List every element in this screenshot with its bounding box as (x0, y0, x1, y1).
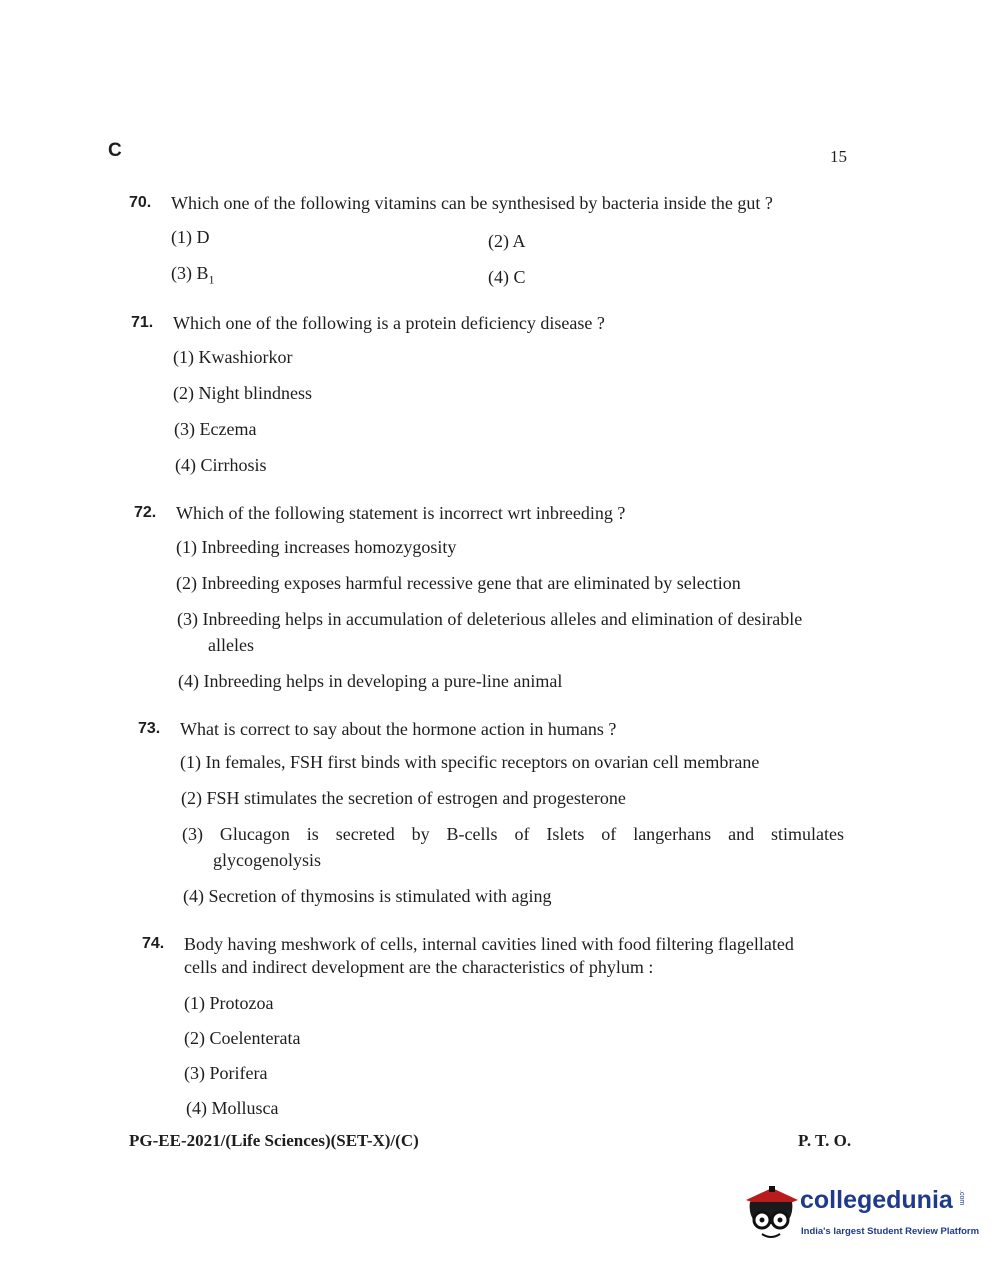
collegedunia-logo[interactable] (742, 1180, 980, 1250)
question-text-continuation: cells and indirect development are the characteristics of phylum : (184, 957, 654, 977)
option: (1) In females, FSH first binds with specific receptors on ovarian cell membrane (180, 752, 760, 772)
question-number: 73. (138, 720, 161, 737)
exam-code: PG-EE-2021/(Life Sciences)(SET-X)/(C) (129, 1131, 419, 1150)
option: (4) C (488, 267, 526, 287)
question-text: Body having meshwork of cells, internal cavities lined with food filtering flagellated (184, 934, 794, 954)
question-number: 70. (129, 194, 152, 211)
option: (4) Inbreeding helps in developing a pure-line animal (178, 671, 563, 691)
option: (1) Inbreeding increases homozygosity (176, 537, 457, 557)
page-number: 15 (830, 147, 847, 166)
option: (3) Eczema (174, 419, 257, 439)
brand-tagline: India's largest Student Review Platform (801, 1226, 980, 1237)
option: (4) Secretion of thymosins is stimulated with aging (183, 886, 552, 906)
option-continuation: alleles (208, 635, 254, 655)
option: (1) D (171, 227, 210, 247)
option: (3) Glucagon is secreted by B-cells of Islets of langerhans and stimulates (182, 824, 844, 844)
option: (2) A (488, 231, 526, 251)
set-code: C (108, 140, 122, 161)
option: (2) FSH stimulates the secretion of estrogen and progesterone (181, 788, 626, 808)
question-number: 74. (142, 935, 165, 952)
option-continuation: glycogenolysis (213, 850, 321, 870)
mascot-icon (742, 1180, 800, 1246)
option: (1) Kwashiorkor (173, 347, 293, 367)
question-text: Which of the following statement is incorrect wrt inbreeding ? (176, 503, 626, 523)
option: (3) Inbreeding helps in accumulation of deleterious alleles and elimination of desirable (177, 609, 803, 629)
question-number: 71. (131, 314, 154, 331)
question-number: 72. (134, 504, 157, 521)
option: (1) Protozoa (184, 993, 274, 1013)
option: (2) Night blindness (173, 383, 312, 403)
option: (4) Cirrhosis (175, 455, 267, 475)
option: (4) Mollusca (186, 1098, 279, 1118)
brand-domain: .com (958, 1190, 965, 1206)
brand-name: collegedunia (800, 1186, 953, 1214)
option: (2) Inbreeding exposes harmful recessive gene that are eliminated by selection (176, 573, 741, 593)
question-text: Which one of the following is a protein deficiency disease ? (173, 313, 605, 333)
question-text: What is correct to say about the hormone action in humans ? (180, 719, 617, 739)
pto-label: P. T. O. (798, 1131, 852, 1150)
question-text: Which one of the following vitamins can be synthesised by bacteria inside the gut ? (171, 193, 773, 213)
option: (2) Coelenterata (184, 1028, 301, 1048)
option: (3) $B_1$ (171, 263, 215, 287)
option: (3) Porifera (184, 1063, 268, 1083)
